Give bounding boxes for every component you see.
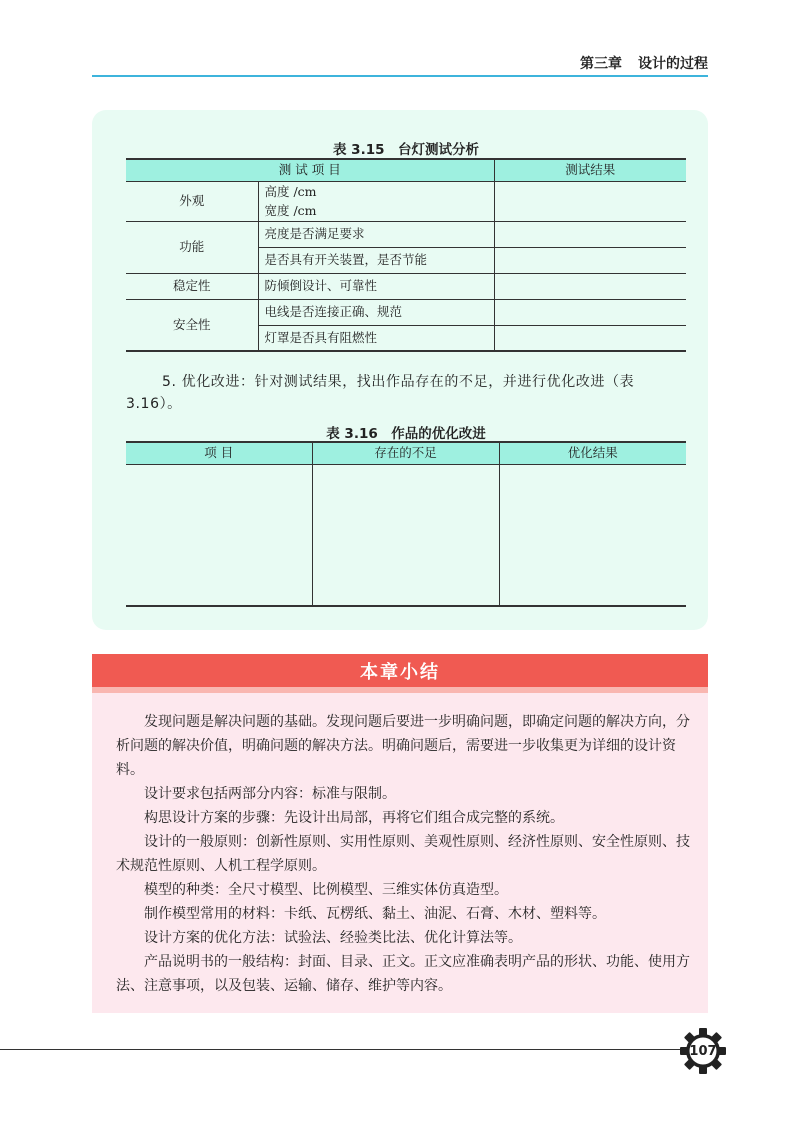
category-cell: 外观 (126, 181, 258, 221)
summary-paragraph: 模型的种类：全尺寸模型、比例模型、三维实体仿真造型。 (144, 882, 508, 898)
item-cell: 亮度是否满足要求 (258, 221, 494, 247)
result-cell (494, 247, 686, 273)
item-cell (258, 181, 494, 221)
item-cell: 是否具有开关装置，是否节能 (258, 247, 494, 273)
result-cell (494, 221, 686, 247)
category-cell: 安全性 (126, 299, 258, 351)
header-item: 项 目 (126, 442, 312, 464)
page-number: 107 (689, 1043, 717, 1059)
summary-paragraph: 设计的一般原则：创新性原则、实用性原则、美观性原则、经济性原则、安全性原则、技术规范性原则、人机工程学原则。 (116, 834, 690, 874)
table-caption-316: 表 3.16 作品的优化改进 (326, 426, 486, 442)
item-cell: 电线是否连接正确、规范 (258, 299, 494, 325)
optimization-table (126, 441, 686, 607)
chapter-title: 设计的过程 (638, 56, 708, 72)
category-cell: 稳定性 (126, 273, 258, 299)
item-cell: 灯罩是否具有阻燃性 (258, 325, 494, 351)
header-shortcoming: 存在的不足 (312, 442, 499, 464)
table-header-row (126, 159, 686, 181)
header-optimization-result: 优化结果 (499, 442, 686, 464)
blank-cell (126, 464, 312, 606)
item-text: 高度 /cm (264, 184, 317, 199)
result-cell (494, 325, 686, 351)
lamp-test-table (126, 158, 686, 352)
blank-cell (499, 464, 686, 606)
footer-rule (0, 1049, 680, 1050)
table-row (126, 181, 686, 221)
summary-text (116, 710, 690, 998)
header-rule (92, 75, 708, 77)
summary-title-bar (92, 654, 708, 687)
summary-paragraph: 制作模型常用的材料：卡纸、瓦楞纸、黏土、油泥、石膏、木材、塑料等。 (144, 906, 606, 922)
table-row (126, 464, 686, 606)
blank-cell (312, 464, 499, 606)
category-cell: 功能 (126, 221, 258, 273)
table-header-row (126, 442, 686, 464)
summary-paragraph: 产品说明书的一般结构：封面、目录、正文。正文应准确表明产品的形状、功能、使用方法、注意事项，以及包装、运输、储存、维护等内容。 (116, 954, 690, 994)
summary-paragraph: 设计方案的优化方法：试验法、经验类比法、优化计算法等。 (144, 930, 522, 946)
table-row (126, 221, 686, 247)
chapter-label: 第三章 (580, 56, 622, 72)
summary-paragraph: 构思设计方案的步骤：先设计出局部，再将它们组合成完整的系统。 (144, 810, 564, 826)
running-header (580, 53, 708, 73)
summary-title: 本章小结 (360, 661, 440, 683)
table-row (126, 299, 686, 325)
table-caption-315: 表 3.15 台灯测试分析 (332, 142, 479, 158)
result-cell (494, 273, 686, 299)
header-test-result: 测试结果 (494, 159, 686, 181)
summary-paragraph: 设计要求包括两部分内容：标准与限制。 (144, 786, 396, 802)
item-text: 宽度 /cm (264, 203, 317, 218)
item-cell: 防倾倒设计、可靠性 (258, 273, 494, 299)
step-5-paragraph: 5. 优化改进：针对测试结果，找出作品存在的不足，并进行优化改进（表 3.16）。 (126, 374, 635, 412)
header-test-item: 测 试 项 目 (126, 159, 494, 181)
result-cell (494, 181, 686, 221)
summary-paragraph: 发现问题是解决问题的基础。发现问题后要进一步明确问题，即确定问题的解决方向，分析问题的解决价值，明确问题的解决方法。明确问题后，需要进一步收集更为详细的设计资料。 (116, 714, 690, 778)
result-cell (494, 299, 686, 325)
table-row (126, 273, 686, 299)
